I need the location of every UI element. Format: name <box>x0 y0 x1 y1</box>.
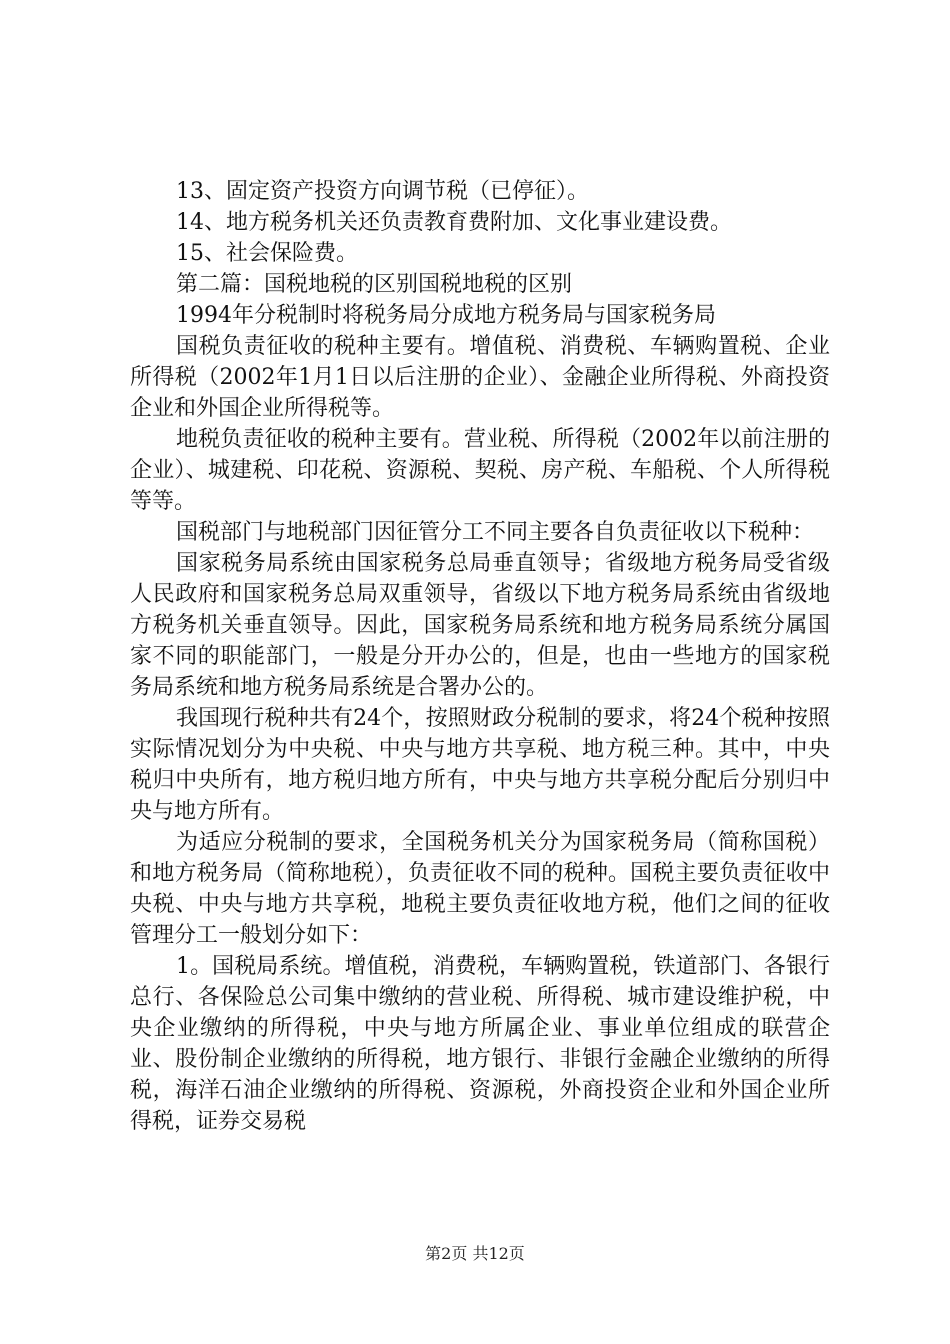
page-number-footer: 第2页 共12页 <box>425 1244 525 1263</box>
paragraph-local-tax: 地税负责征收的税种主要有。营业税、所得税（2002年以前注册的企业）、城建税、印花税、资源税、契税、房产税、车船税、个人所得税等等。 <box>130 427 830 514</box>
paragraph-tax-types: 我国现行税种共有24个，按照财政分税制的要求，将24个税种按照实际情况划分为中央税、中央与地方共享税、地方税三种。其中，中央税归中央所有，地方税归地方所有，中央与地方共享税分配后分别归中央与地方所有。 <box>130 706 830 824</box>
section-heading: 第二篇：国税地税的区别国税地税的区别 <box>176 272 573 297</box>
paragraph-leadership: 国家税务局系统由国家税务总局垂直领导；省级地方税务局受省级人民政府和国家税务总局双重领导，省级以下地方税务局系统由省级地方税务机关垂直领导。因此，国家税务局系统和地方税务局系统分属国家不同的职能部门，一般是分开办公的，但是，也由一些地方的国家税务局系统和地方税务局系统是合署办公的。 <box>130 551 830 700</box>
paragraph-item-15: 15、社会保险费。 <box>176 241 358 266</box>
paragraph-item-14: 14、地方税务机关还负责教育费附加、文化事业建设费。 <box>176 210 732 235</box>
document-body <box>130 176 830 1137</box>
paragraph-intro: 1994年分税制时将税务局分成地方税务局与国家税务局 <box>176 303 716 328</box>
paragraph-national-bureau: 1。国税局系统。增值税，消费税，车辆购置税，铁道部门、各银行总行、各保险总公司集中缴纳的营业税、所得税、城市建设维护税，中央企业缴纳的所得税，中央与地方所属企业、事业单位组成的联营企业、股份制企业缴纳的所得税，地方银行、非银行金融企业缴纳的所得税，海洋石油企业缴纳的所得税、资源税，外商投资企业和外国企业所得税，证券交易税 <box>130 954 830 1134</box>
paragraph-item-13: 13、固定资产投资方向调节税（已停征）。 <box>176 179 589 204</box>
paragraph-national-tax: 国税负责征收的税种主要有。增值税、消费税、车辆购置税、企业所得税（2002年1月1日以后注册的企业）、金融企业所得税、外商投资企业和外国企业所得税等。 <box>130 334 830 421</box>
paragraph-division: 国税部门与地税部门因征管分工不同主要各自负责征收以下税种： <box>176 520 815 545</box>
paragraph-split-system: 为适应分税制的要求，全国税务机关分为国家税务局（简称国税）和地方税务局（简称地税），负责征收不同的税种。国税主要负责征收中央税、中央与地方共享税，地税主要负责征收地方税，他们之间的征收管理分工一般划分如下： <box>130 830 830 948</box>
